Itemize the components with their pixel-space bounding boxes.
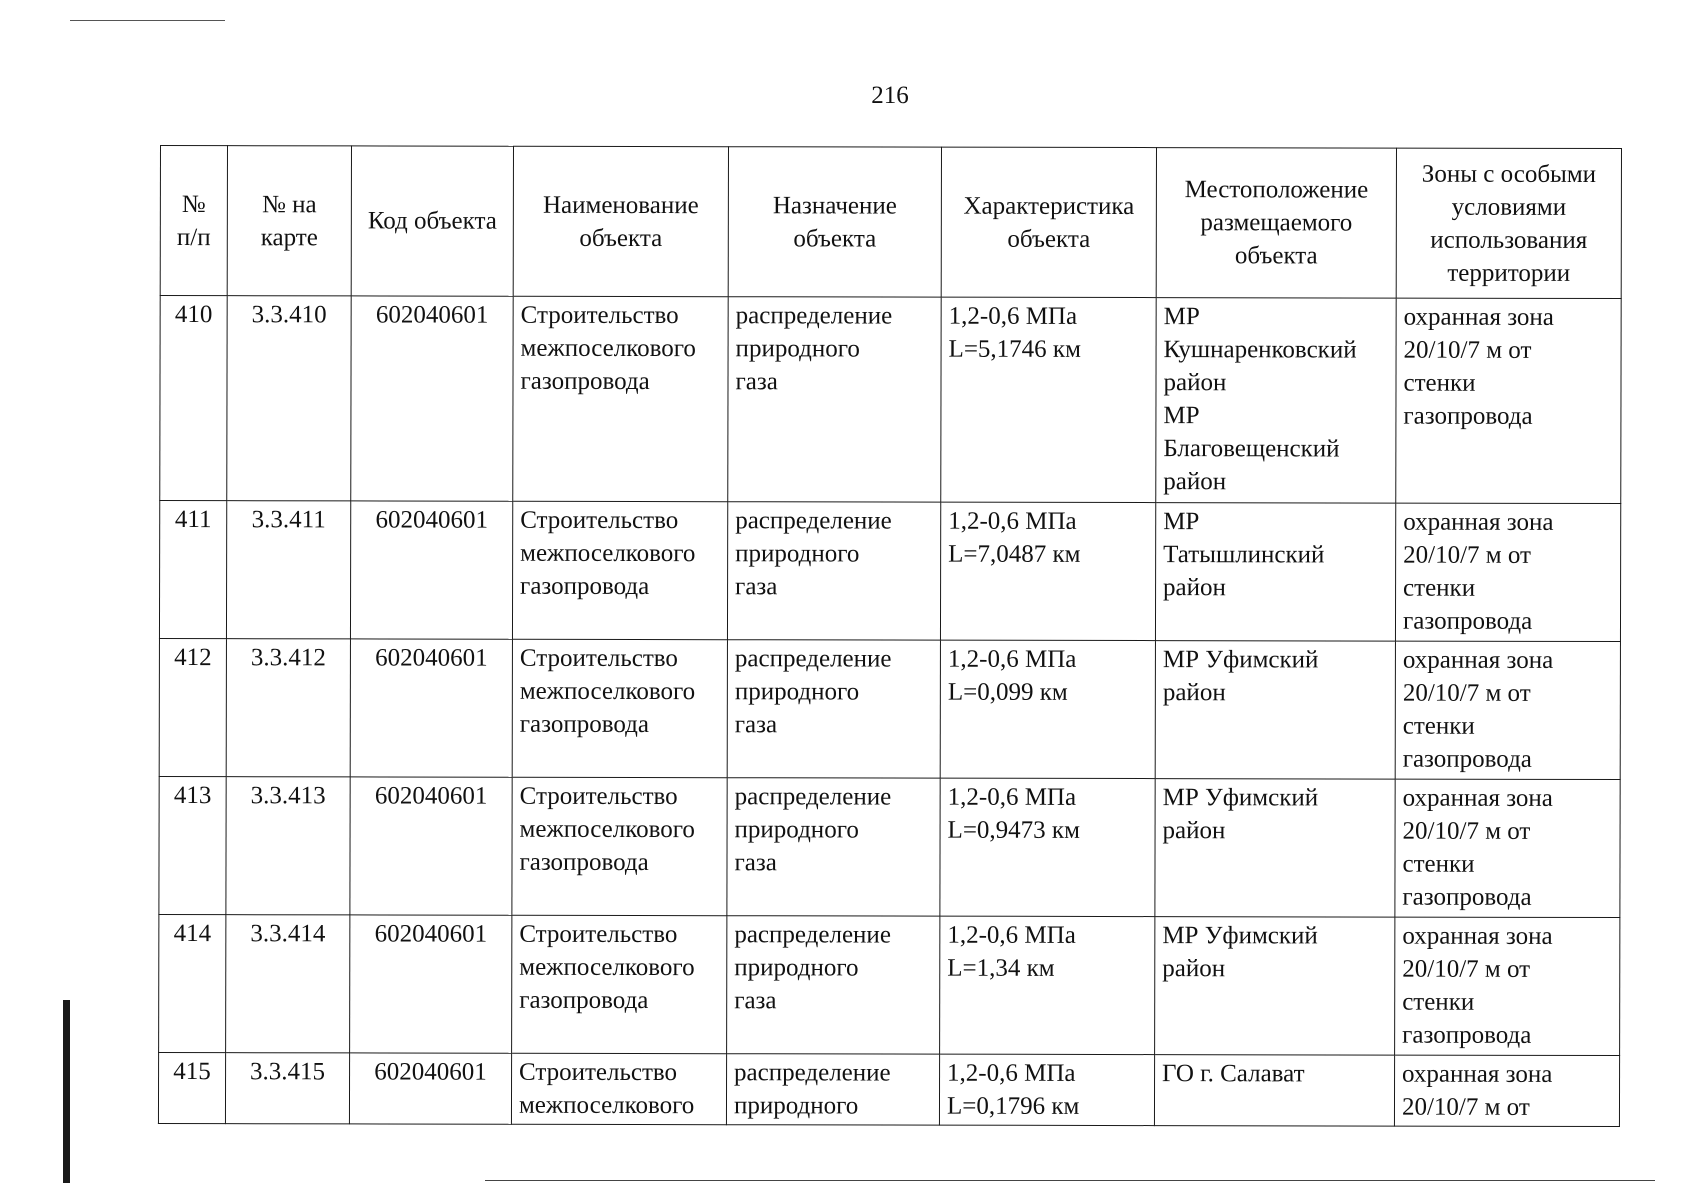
cell-line: газа bbox=[735, 368, 778, 396]
cell-map-number: 3.3.413 bbox=[226, 777, 350, 915]
cell-line: ГО г. Салават bbox=[1162, 1060, 1305, 1088]
table-row bbox=[159, 501, 1620, 642]
cell-line: распределение bbox=[735, 302, 893, 330]
cell-object-purpose bbox=[726, 1054, 939, 1125]
cell-map-number: 3.3.410 bbox=[227, 296, 351, 501]
cell-line: природного bbox=[735, 540, 860, 568]
cell-object-purpose bbox=[728, 297, 941, 502]
cell-line: газа bbox=[734, 711, 778, 739]
cell-line: объекта bbox=[579, 224, 663, 252]
cell-line: Строительство bbox=[519, 920, 678, 949]
cell-line: газопровода bbox=[520, 367, 650, 396]
header-cell-number bbox=[160, 146, 227, 296]
cell-line: стенки bbox=[1402, 988, 1475, 1016]
table-header-row bbox=[160, 146, 1621, 299]
cell-special-zones bbox=[1395, 503, 1620, 641]
cell-line: межпоселкового bbox=[518, 1091, 695, 1120]
cell-line: газопровода bbox=[1402, 1021, 1532, 1049]
cell-line: газопровода bbox=[519, 848, 649, 877]
cell-line: 20/10/7 м от bbox=[1403, 336, 1532, 364]
cell-line: стенки bbox=[1402, 712, 1475, 740]
cell-line: природного bbox=[733, 1092, 859, 1120]
cell-object-characteristic bbox=[939, 1054, 1154, 1125]
cell-object-location bbox=[1155, 917, 1395, 1056]
scan-artifact-bottom-line bbox=[485, 1180, 1655, 1181]
header-cell-object-location bbox=[1156, 148, 1396, 299]
cell-line: Благовещенский bbox=[1163, 435, 1340, 463]
cell-line: п/п bbox=[176, 223, 211, 251]
cell-line: газопровода bbox=[1403, 402, 1533, 430]
header-cell-object-purpose bbox=[728, 147, 941, 297]
cell-line: распределение bbox=[734, 645, 892, 673]
cell-line: МР Уфимский bbox=[1162, 646, 1319, 674]
cell-line: L=7,0487 км bbox=[948, 540, 1081, 568]
cell-line: Строительство bbox=[519, 782, 678, 811]
cell-line: размещаемого bbox=[1200, 209, 1353, 237]
cell-line: МР Уфимский bbox=[1162, 922, 1318, 950]
cell-line: Наименование bbox=[542, 191, 699, 219]
scan-artifact-top-line bbox=[70, 20, 225, 21]
cell-line: МР Уфимский bbox=[1162, 784, 1319, 812]
cell-special-zones bbox=[1394, 1055, 1619, 1126]
cell-line: карте bbox=[260, 223, 318, 251]
cell-line: объекта bbox=[1007, 225, 1091, 253]
cell-line: газопровода bbox=[1402, 745, 1532, 773]
table-row bbox=[158, 1052, 1619, 1126]
cell-object-location bbox=[1154, 1055, 1394, 1127]
cell-special-zones bbox=[1395, 641, 1620, 779]
cell-object-purpose bbox=[727, 778, 940, 916]
cell-line: использования bbox=[1430, 226, 1588, 254]
cell-line: МР bbox=[1163, 303, 1200, 331]
cell-object-purpose bbox=[727, 640, 940, 778]
cell-line: L=0,099 км bbox=[947, 678, 1068, 706]
cell-line: межпоселкового bbox=[519, 953, 695, 982]
cell-object-name bbox=[512, 501, 727, 639]
cell-line: Код объекта bbox=[367, 207, 497, 235]
cell-map-number: 3.3.414 bbox=[226, 915, 350, 1053]
cell-line: газопровода bbox=[519, 986, 649, 1015]
cell-line: охранная зона bbox=[1402, 784, 1553, 812]
cell-object-characteristic bbox=[940, 502, 1155, 640]
cell-line: распределение bbox=[734, 783, 892, 811]
cell-line: МР bbox=[1163, 508, 1200, 536]
cell-number: 410 bbox=[160, 296, 227, 501]
cell-map-number: 3.3.411 bbox=[226, 501, 350, 639]
cell-line: стенки bbox=[1402, 850, 1475, 878]
cell-line: газа bbox=[735, 573, 778, 601]
cell-line: газа bbox=[734, 987, 777, 1015]
cell-line: межпоселкового bbox=[519, 815, 695, 844]
cell-line: газопровода bbox=[519, 710, 650, 739]
cell-line: район bbox=[1163, 369, 1227, 397]
cell-line: L=1,34 км bbox=[947, 954, 1055, 982]
cell-line: район bbox=[1162, 955, 1226, 983]
cell-line: район bbox=[1162, 679, 1226, 707]
cell-line: 1,2-0,6 МПа bbox=[947, 1059, 1076, 1087]
cell-line: № bbox=[181, 190, 206, 218]
cell-object-name bbox=[513, 296, 728, 501]
cell-line: 1,2-0,6 МПа bbox=[948, 507, 1077, 535]
cell-line: Строительство bbox=[520, 506, 679, 535]
cell-line: условиями bbox=[1451, 193, 1567, 221]
cell-object-code: 602040601 bbox=[349, 1053, 511, 1124]
cell-number: 411 bbox=[159, 501, 226, 639]
cell-number: 412 bbox=[159, 638, 226, 776]
cell-object-code: 602040601 bbox=[350, 777, 512, 915]
cell-line: территории bbox=[1447, 259, 1571, 287]
cell-line: газопровода bbox=[1402, 883, 1532, 911]
cell-line: 20/10/7 м от bbox=[1402, 817, 1531, 845]
cell-line: Кушнаренковский bbox=[1163, 336, 1357, 364]
cell-line: L=0,1796 км bbox=[946, 1092, 1080, 1120]
header-cell-object-code bbox=[351, 146, 513, 296]
header-cell-special-zones bbox=[1396, 148, 1621, 298]
cell-line: межпоселкового bbox=[520, 539, 696, 568]
cell-line: межпоселкового bbox=[520, 334, 696, 363]
cell-line: 20/10/7 м от bbox=[1401, 1093, 1530, 1121]
cell-object-location bbox=[1155, 641, 1395, 780]
table-row bbox=[159, 638, 1620, 779]
cell-line: 1,2-0,6 МПа bbox=[948, 302, 1078, 330]
cell-line: Местоположение bbox=[1184, 176, 1369, 204]
cell-line: Татышлинский bbox=[1163, 541, 1325, 569]
cell-object-code: 602040601 bbox=[350, 915, 512, 1053]
cell-object-code: 602040601 bbox=[350, 501, 512, 639]
cell-line: газа bbox=[734, 849, 777, 877]
table-row bbox=[159, 776, 1620, 917]
cell-special-zones bbox=[1395, 779, 1620, 917]
cell-object-purpose bbox=[727, 502, 940, 640]
cell-line: объекта bbox=[793, 224, 877, 253]
cell-object-characteristic bbox=[940, 640, 1155, 778]
cell-object-name bbox=[512, 777, 727, 915]
cell-map-number: 3.3.415 bbox=[225, 1053, 349, 1124]
cell-object-purpose bbox=[727, 916, 940, 1054]
cell-line: природного bbox=[735, 335, 860, 363]
cell-line: охранная зона bbox=[1402, 922, 1553, 950]
cell-line: охранная зона bbox=[1403, 508, 1554, 536]
cell-line: распределение bbox=[735, 507, 892, 535]
cell-line: стенки bbox=[1403, 369, 1476, 397]
table-row bbox=[160, 296, 1621, 504]
header-cell-object-name bbox=[513, 146, 728, 296]
cell-number: 415 bbox=[158, 1052, 225, 1123]
page-number: 216 bbox=[871, 82, 909, 109]
cell-line: Строительство bbox=[519, 644, 678, 673]
cell-object-name bbox=[511, 1053, 726, 1124]
cell-object-name bbox=[512, 915, 727, 1053]
cell-number: 413 bbox=[159, 776, 226, 914]
objects-table bbox=[158, 145, 1622, 1127]
cell-object-code: 602040601 bbox=[351, 296, 513, 501]
cell-line: 1,2-0,6 МПа bbox=[947, 645, 1077, 673]
cell-object-code: 602040601 bbox=[350, 639, 512, 777]
cell-line: Зоны с особыми bbox=[1421, 160, 1597, 188]
cell-special-zones bbox=[1396, 298, 1621, 503]
cell-map-number: 3.3.412 bbox=[226, 639, 350, 777]
cell-line: стенки bbox=[1403, 574, 1476, 602]
cell-number: 414 bbox=[159, 914, 226, 1052]
cell-line: 20/10/7 м от bbox=[1403, 541, 1531, 569]
table-row bbox=[159, 914, 1620, 1055]
cell-line: 1,2-0,6 МПа bbox=[947, 921, 1076, 949]
cell-object-characteristic bbox=[941, 297, 1156, 502]
cell-line: L=5,1746 км bbox=[948, 335, 1081, 363]
scan-artifact-left-bar bbox=[63, 1000, 70, 1183]
cell-line: район bbox=[1162, 817, 1226, 845]
cell-line: природного bbox=[734, 678, 860, 706]
cell-object-characteristic bbox=[940, 916, 1155, 1054]
cell-line: L=0,9473 км bbox=[947, 816, 1080, 844]
cell-line: охранная зона bbox=[1402, 1060, 1553, 1088]
cell-line: Строительство bbox=[520, 301, 679, 330]
header-cell-map-number bbox=[227, 146, 351, 296]
cell-line: газопровода bbox=[520, 572, 650, 601]
cell-line: объекта bbox=[1234, 242, 1318, 270]
cell-line: 1,2-0,6 МПа bbox=[947, 783, 1077, 811]
cell-line: охранная зона bbox=[1403, 303, 1554, 331]
cell-line: Характеристика bbox=[963, 192, 1135, 220]
header-cell-object-characteristic bbox=[941, 147, 1156, 297]
cell-line: район bbox=[1163, 574, 1226, 602]
cell-line: межпоселкового bbox=[519, 677, 696, 706]
cell-line: распределение bbox=[734, 1059, 891, 1087]
cell-line: 20/10/7 м от bbox=[1402, 955, 1531, 983]
cell-line: природного bbox=[734, 954, 859, 982]
cell-line: Назначение bbox=[772, 191, 897, 220]
cell-object-location bbox=[1155, 503, 1395, 642]
cell-line: МР bbox=[1163, 402, 1200, 430]
cell-line: охранная зона bbox=[1402, 646, 1554, 674]
cell-object-name bbox=[512, 639, 727, 777]
cell-object-location bbox=[1156, 298, 1396, 504]
cell-line: распределение bbox=[734, 921, 891, 949]
cell-object-location bbox=[1155, 779, 1395, 918]
cell-line: природного bbox=[734, 816, 859, 844]
cell-line: 20/10/7 м от bbox=[1402, 679, 1531, 707]
cell-line: газопровода bbox=[1402, 607, 1533, 635]
cell-line: район bbox=[1163, 468, 1227, 496]
cell-line: № на bbox=[262, 190, 317, 218]
cell-object-characteristic bbox=[940, 778, 1155, 916]
cell-line: Строительство bbox=[519, 1058, 678, 1087]
cell-special-zones bbox=[1395, 917, 1620, 1055]
